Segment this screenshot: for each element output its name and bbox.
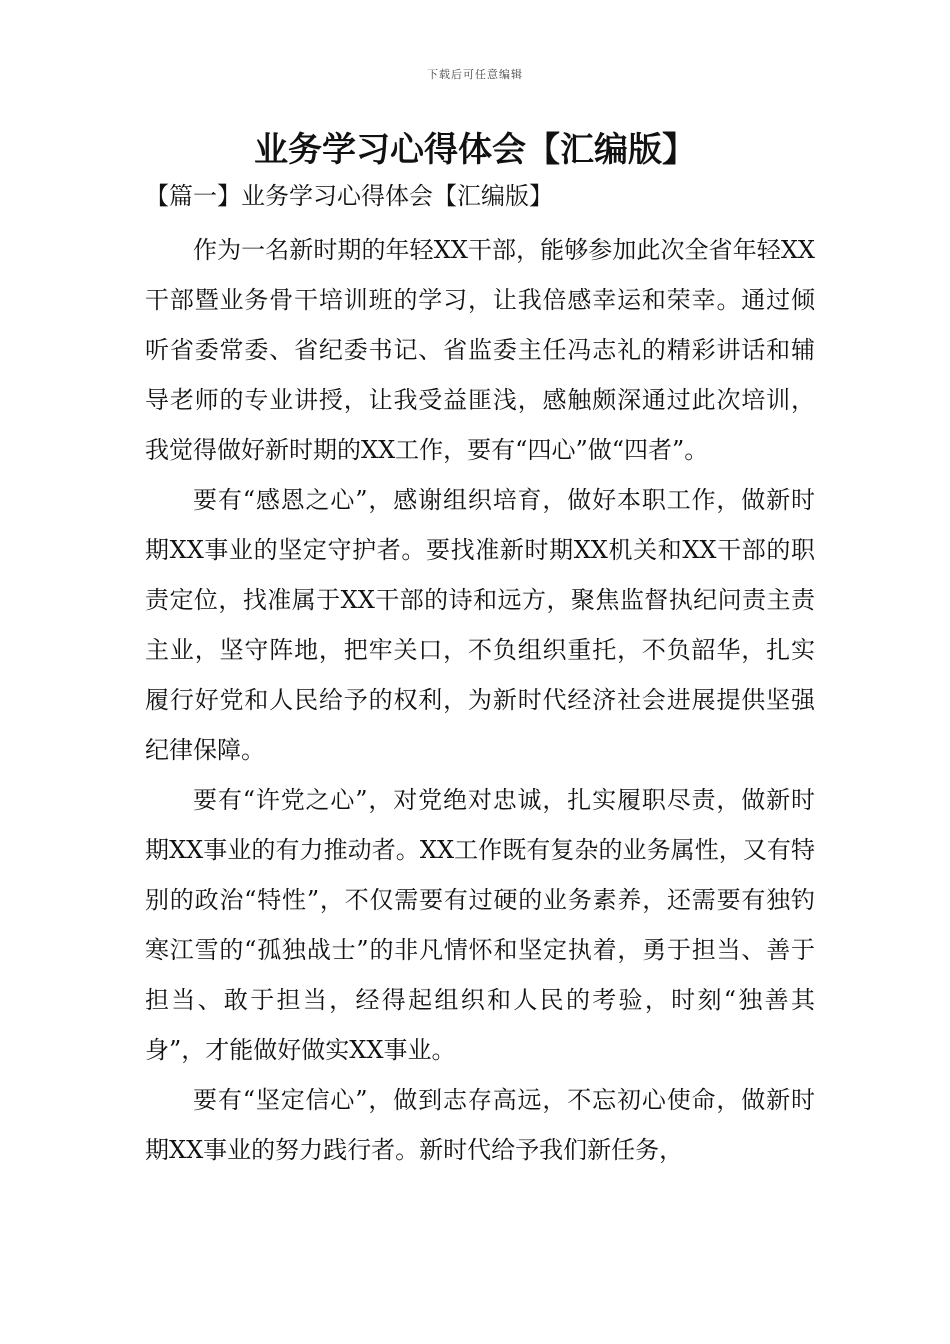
header-note: 下载后可任意编辑 (427, 68, 523, 81)
paragraph: 作为一名新时期的年轻XX干部，能够参加此次全省年轻XX干部暨业务骨干培训班的学习，让我倍感幸运和荣幸。通过倾听省委常委、省纪委书记、省监委主任冯志礼的精彩讲话和辅导老师的专业讲授，让我受益匪浅，感触颇深通过此次培训，我觉得做好新时期的XX工作，要有“四心”做“四者”。 (145, 236, 815, 464)
paragraph: 要有“许党之心”，对党绝对忠诚，扎实履职尽责，做新时期XX事业的有力推动者。XX工作既有复杂的业务属性，又有特别的政治“特性”，不仅需要有过硬的业务素养，还需要有独钓寒江雪的“孤独战士”的非凡情怀和坚定执着，勇于担当、善于担当、敢于担当，经得起组织和人民的考验，时刻“独善其身”，才能做好做实XX事业。 (145, 786, 815, 1064)
paragraph: 要有“坚定信心”，做到志存高远，不忘初心使命，做新时期XX事业的努力践行者。新时代给予我们新任务， (145, 1086, 815, 1164)
paragraph: 要有“感恩之心”，感谢组织培育，做好本职工作，做新时期XX事业的坚定守护者。要找准新时期XX机关和XX干部的职责定位，找准属于XX干部的诗和远方，聚焦监督执纪问责主责主业，坚守阵地，把牢关口，不负组织重托，不负韶华，扎实履行好党和人民给予的权利，为新时代经济社会进展提供坚强纪律保障。 (145, 486, 815, 764)
section-heading: 【篇一】业务学习心得体会【汇编版】 (145, 182, 553, 210)
document-title: 业务学习心得体会【汇编版】 (254, 130, 696, 170)
body-text (145, 225, 815, 1175)
